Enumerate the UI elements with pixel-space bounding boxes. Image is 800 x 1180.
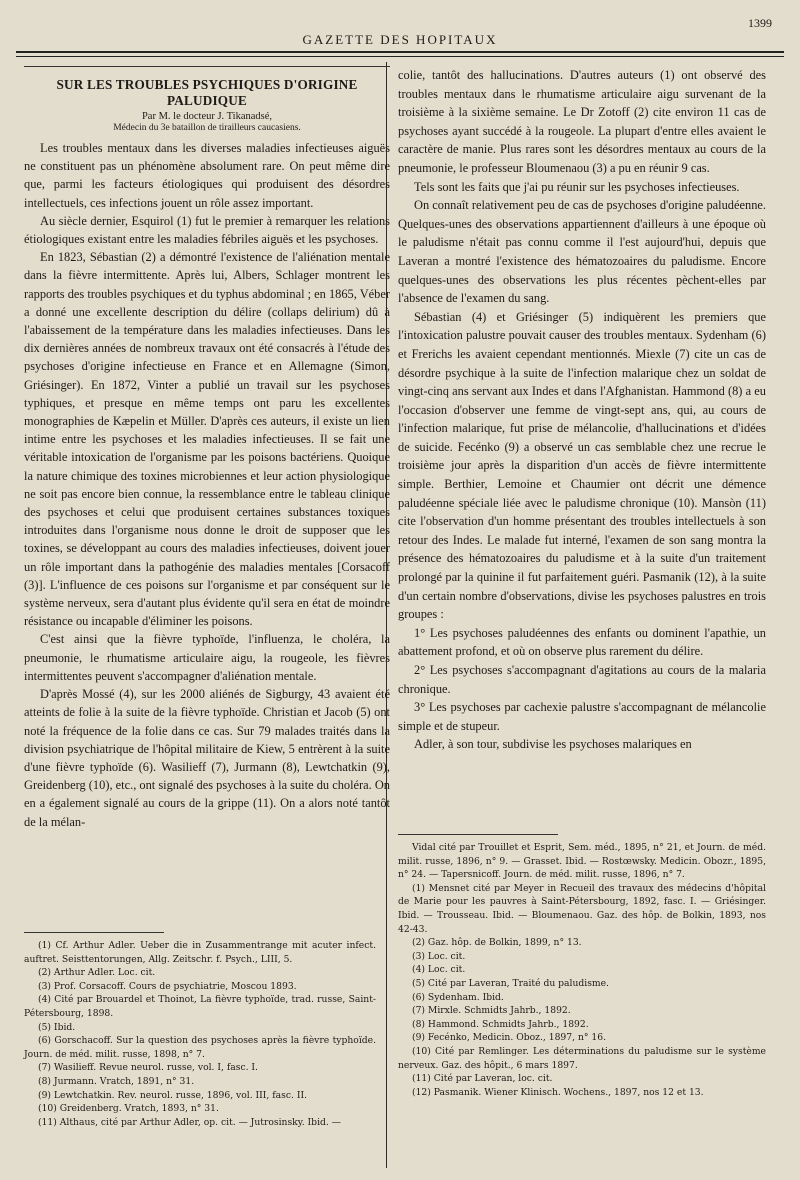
paragraph: Tels sont les faits que j'ai pu réunir sur les psychoses infectieuses. (414, 179, 740, 194)
footnote: (10) Greidenberg. Vratch, 1893, n° 31. (38, 1103, 219, 1115)
journal-title: GAZETTE DES HOPITAUX (302, 32, 498, 47)
footnote: (7) Wasilieff. Revue neurol. russe, vol. I, fasc. I. (38, 1062, 258, 1074)
footnote: (11) Althaus, cité par Arthur Adler, op. cit. — Jutrosinsky. Ibid. — (38, 1116, 341, 1128)
footnote: (6) Gorschacoff. Sur la question des psychoses après la fièvre typhoïde. Journ. de méd. milit. russe, 1898, n° 7. (24, 1035, 376, 1060)
footnote: (3) Prof. Corsacoff. Cours de psychiatrie, Moscou 1893. (38, 980, 297, 992)
footnote: (1) Mensnet cité par Meyer in Recueil des travaux des médecins d'hôpital de Marie pour les pauvres à Saint-Pétersbourg, 1892, fasc. I. — Griésinger. Ibid. — Trousseau. Ibid. — Bloumenaou. Gaz. des hôp. de Bolkin, 1893, nos 42-43. (398, 882, 766, 935)
footnote: (8) Hammond. Schmidts Jahrb., 1892. (412, 1018, 589, 1030)
paragraph: Adler, à son tour, subdivise les psychoses malariques en (414, 737, 692, 752)
footnote: (6) Sydenham. Ibid. (412, 991, 504, 1003)
paragraph: Les troubles mentaux dans les diverses maladies infectieuses aiguës ne constituent pas un phénomène absolument rare. On peut même dire que, parmi les facteurs étiologiques qui produisent des désordres intellectuels, ces infections jouent un rôle assez important. (24, 141, 390, 210)
article-top-rule (24, 66, 390, 67)
paragraph: colie, tantôt des hallucinations. D'autres auteurs (1) ont observé des troubles mentaux dans le rhumatisme articulaire aigu survenant de la troisième à la sixième semaine. Le Dr Zotoff (2) cite environ 11 cas de psychoses ayant succédé à la rougeole. La plupart d'entre elles avaient le caractère de manie. Plus rares sont les désordres mentaux au cours de la pneumonie, le professeur Bloumenaou (3) a pu en réunir 9 cas. (398, 68, 766, 175)
right-footnotes (398, 824, 766, 1099)
footnote: (5) Ibid. (38, 1021, 76, 1033)
footnote: (1) Cf. Arthur Adler. Ueber die in Zusammentrange mit acuter infect. auftret. Seisttentorungen, Allg. Zeitschr. f. Psych., LIII, 5. (24, 940, 376, 965)
paragraph: 1° Les psychoses paludéennes des enfants ou dominent l'apathie, un abattement profond, et où on observe plus rarement du délire. (398, 625, 766, 659)
left-column (24, 66, 390, 831)
footnote-rule (398, 834, 558, 835)
paragraph: Au siècle dernier, Esquirol (1) fut le premier à remarquer les relations étiologiques existant entre les maladies fébriles aiguës et les psychoses. (24, 213, 390, 247)
left-footnotes (24, 922, 376, 1129)
paragraph: D'après Mossé (4), sur les 2000 aliénés de Sigburgy, 43 avaient été atteints de folie à la suite de la fièvre typhoïde. Christian et Jacob (5) ont noté la fréquence de la folie dans ce cas. Sur 79 malades traités dans la division psychiatrique de l'hôpital militaire de Kiew, 5 entrèrent à la suite d'une fièvre typhoïde (6). Wasilieff (7), Jurmann (8), Lewtchatkin (9), Greidenberg (10), etc., ont signalé des psychoses à la suite du choléra. On en a également signalé au cours de la grippe (11). On a alors noté tantôt de la mélan- (24, 687, 390, 829)
right-body (398, 66, 766, 754)
header-rule-thin (16, 56, 784, 57)
article-affiliation: Médecin du 3e bataillon de tirailleurs caucasiens. (113, 123, 301, 133)
paragraph: 2° Les psychoses s'accompagnant d'agitations au cours de la malaria chronique. (398, 663, 766, 696)
footnote: (7) Mirxle. Schmidts Jahrb., 1892. (412, 1005, 571, 1017)
article-byline: Par M. le docteur J. Tikanadsé, (141, 111, 273, 122)
footnote: (4) Cité par Brouardel et Thoinot, La fièvre typhoïde, trad. russe, Saint-Pétersbourg, 1898. (24, 994, 376, 1019)
paragraph: En 1823, Sébastian (2) a démontré l'existence de l'aliénation mentale dans la fièvre intermittente. Après lui, Albers, Schlager montrent les rapports des troubles psychiques et du typhus abdominal ; en 1865, Véber a donné une excellente description du délire (collaps delirium) dû à l'abaissement de la température dans les maladies infectieuses. Dans les dix dernières années de nombreux travaux ont été consacrés à l'étude des psychoses d'origine infectieuse en France et en Allemagne (Simon, Griésinger). En 1872, Vinter a publié un travail sur les psychoses typhiques, et presque en même temps ont paru les excellentes monographies de Kæpelin et Müller. D'après ces auteurs, il existe un lien intime entre les psychoses et les maladies infectieuses. Il se fait une véritable intoxication de l'organisme par les poisons bactériens. Quoique la nature chimique des toxines microbiennes et leur action physiologique ne soit pas encore bien connue, la ressemblance entre le tableau clinique des psychoses et celui que produisent certaines substances toxiques introduites dans l'organisme nous donne le droit de supposer que les toxines, se développant au cours des maladies infectieuses, doivent jouer un rôle important dans la pathogénie des maladies mentales [Corsacoff (3)]. L'influence de ces poisons sur l'organisme et par conséquent sur le système nerveux, sera d'autant plus évidente qu'il sera en état de moindre résistance ou incapable d'éliminer les poisons. (24, 250, 390, 629)
footnote: (11) Cité par Laveran, loc. cit. (412, 1073, 553, 1085)
page-number: 1399 (748, 16, 772, 30)
footnote: (8) Jurmann. Vratch, 1891, n° 31. (38, 1075, 195, 1087)
footnote: (3) Loc. cit. (412, 950, 466, 962)
footnote-rule (24, 932, 164, 933)
left-body (24, 139, 390, 831)
footnote: (2) Arthur Adler. Loc. cit. (38, 967, 156, 979)
header-rule-thick (16, 51, 784, 53)
page-header (20, 10, 780, 50)
article-title: SUR LES TROUBLES PSYCHIQUES D'ORIGINE PALUDIQUE (56, 77, 358, 108)
footnote: (10) Cité par Remlinger. Les déterminations du paludisme sur le système nerveux. Gaz. des hôpit., 6 mars 1897. (398, 1045, 766, 1071)
footnote: (9) Fecénko, Medicin. Oboz., 1897, n° 16. (412, 1032, 607, 1044)
footnote: Vidal cité par Trouillet et Esprit, Sem. méd., 1895, n° 21, et Journ. de méd. milit. russe, 1896, n° 9. — Grasset. Ibid. — Rostœwsky. Medicin. Obozr., 1895, n° 24. — Tapersnicoff. Journ. de méd. milit. russe, 1896, n° 7. (398, 842, 766, 881)
paragraph: Sébastian (4) et Griésinger (5) indiquèrent les premiers que l'intoxication palustre pouvait causer des troubles mentaux. Sydenham (6) et Frerichs les avaient cependant mentionnés. Miexle (7) cite un cas de désordre psychique à la suite de l'infection malarique chez un soldat de vingt-cinq ans servant aux Indes et dans l'Afghanistan. Hammond (8) a eu l'occasion d'observer une femme de vingt-sept ans, qui, au cours de l'infection malarique, fut prise de mélancolie, d'hallucinations et d'idées de suicide. Fecénko (9) a observé un cas semblable chez une recrue le troisième jour après la disparition d'un accès de fièvre intermittente simple. Berthier, Lemoine et Chaumier ont décrit une démence paludéenne spéciale liée avec le paludisme chronique (10). Mansòn (11) cite l'observation d'un homme présentant des troubles intellectuels à son retour des Indes. Le malade fut interné, l'examen de son sang montra la présence des hématozoaires du paludisme et à la suite d'un traitement prolongé par la quinine il fut parfaitement guéri. Pasmanik (12), à la suite d'un certain nombre d'observations, divise les psychoses palustres en trois groupes : (398, 309, 766, 622)
footnote: (2) Gaz. hôp. de Bolkin, 1899, n° 13. (412, 937, 582, 949)
footnote: (5) Cité par Laveran, Traité du paludisme. (412, 977, 609, 989)
right-column (398, 66, 766, 754)
paragraph: 3° Les psychoses par cachexie palustre s'accompagnant de mélancolie simple et de stupeur. (398, 700, 766, 733)
footnote: (9) Lewtchatkin. Rev. neurol. russe, 1896, vol. III, fasc. II. (38, 1089, 308, 1101)
paragraph: On connaît relativement peu de cas de psychoses d'origine paludéenne. Quelques-unes des observations appartiennent d'ailleurs à une époque où le paludisme n'était pas connu comme il l'est aujourd'hui, depuis que Laveran a montré l'existence des hématozoaires du paludisme. Encore quelques-unes des observations les plus récentes pèchent-elles par l'absence de l'examen du sang. (398, 198, 766, 306)
paragraph: C'est ainsi que la fièvre typhoïde, l'influenza, le choléra, la pneumonie, le rhumatisme articulaire aigu, la rougeole, les fièvres intermittentes peuvent s'accompagner d'aliénation mentale. (24, 632, 390, 683)
footnote: (4) Loc. cit. (412, 964, 466, 976)
footnote: (12) Pasmanik. Wiener Klinisch. Wochens., 1897, nos 12 et 13. (412, 1086, 704, 1098)
